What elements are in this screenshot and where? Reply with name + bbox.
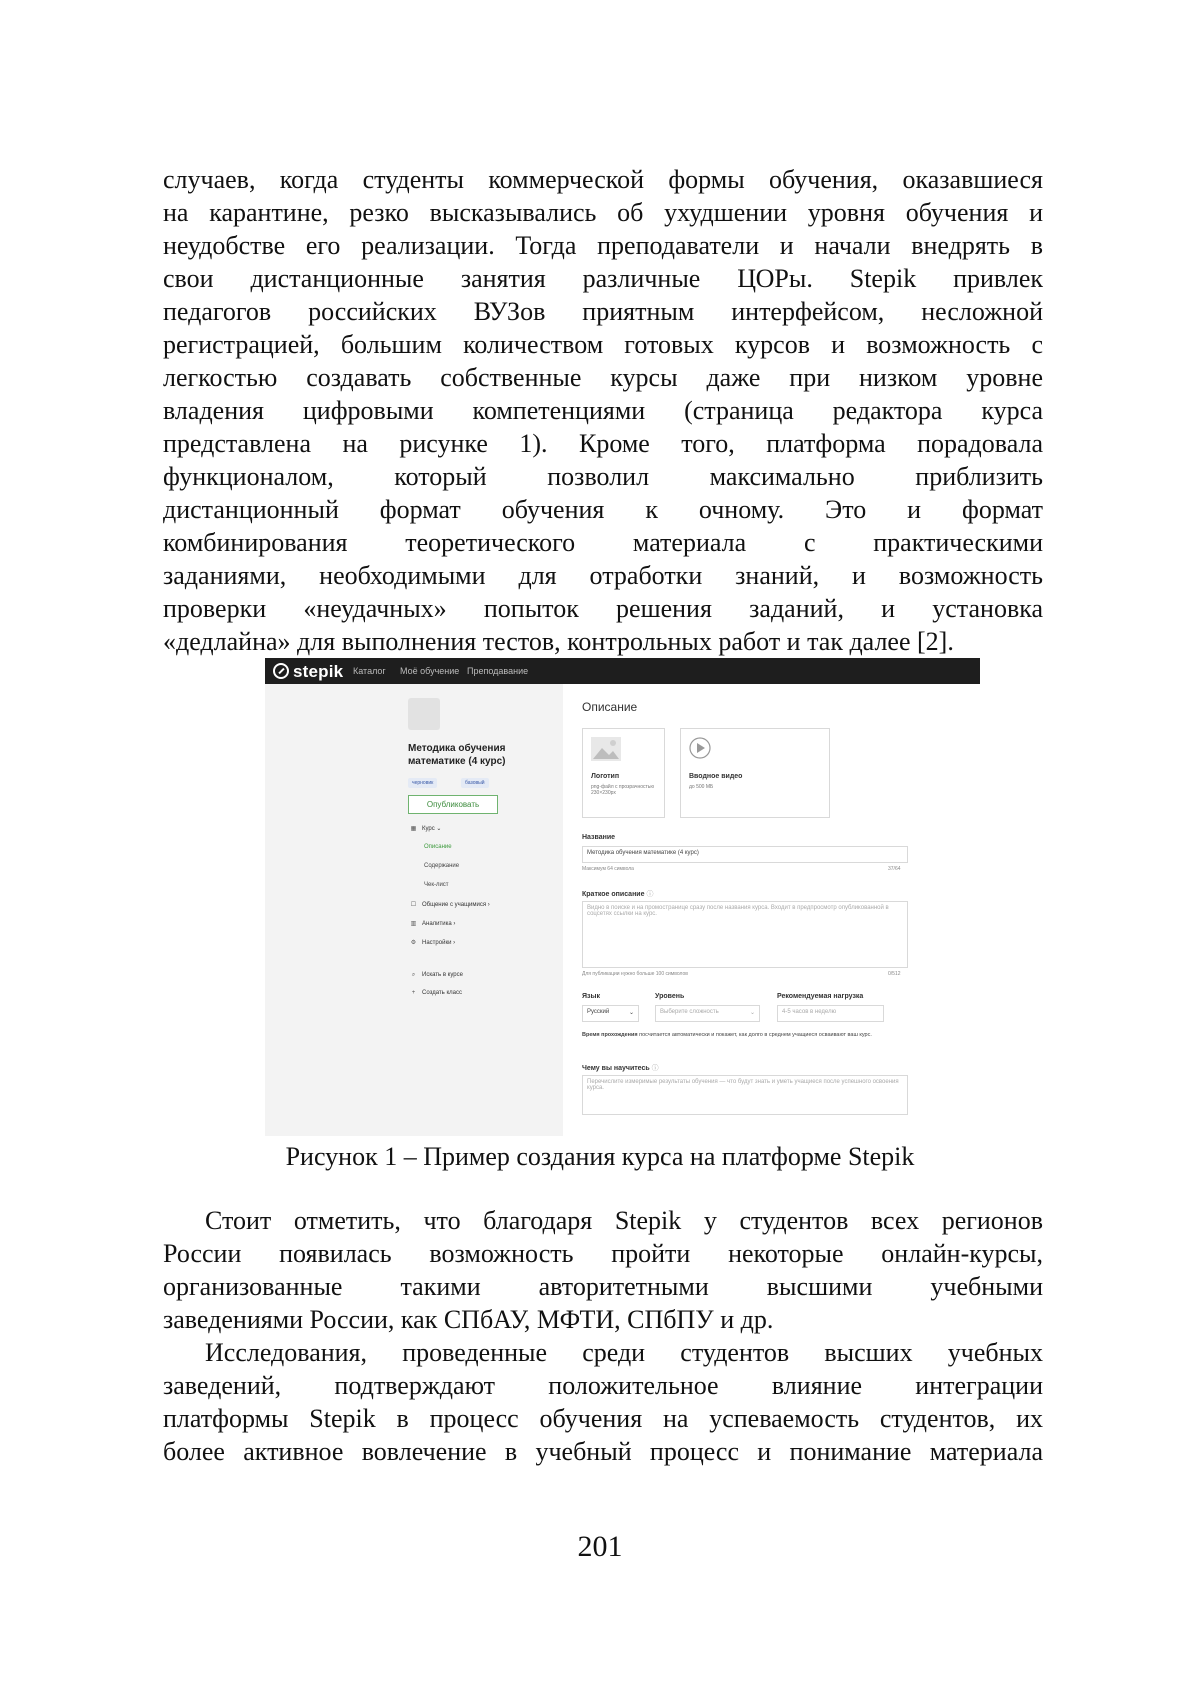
text-line: заведений, подтверждают положительное влияние интеграции xyxy=(163,1369,1043,1402)
menu-settings[interactable]: ⚙ Настройки › xyxy=(410,939,455,946)
level-label: Уровень xyxy=(655,993,684,1000)
text-line: дистанционный формат обучения к очному. Это и формат xyxy=(163,493,1043,526)
menu-checklist[interactable]: Чек-лист xyxy=(424,882,449,888)
grid-icon: ▦ xyxy=(410,825,417,832)
text-line: «дедлайна» для выполнения тестов, контрольных работ и так далее [2]. xyxy=(163,625,1043,658)
text-line: платформы Stepik в процесс обучения на успеваемость студентов, их xyxy=(163,1402,1043,1435)
text-line: организованные такими авторитетными высшими учебными xyxy=(163,1270,1043,1303)
text-line: педагогов российских ВУЗов приятным интерфейсом, несложной xyxy=(163,295,1043,328)
short-desc-textarea[interactable]: Видно в поиске и на промостранице сразу после названия курса. Входит в предпросмотр опубликованной в соцсетях ссылки на курс. xyxy=(582,901,908,968)
logo-hint: png-файл с прозрачностью 230×230px xyxy=(591,784,661,796)
learn-label: Чему вы научитесь ⓘ xyxy=(582,1063,659,1073)
short-desc-label: Краткое описание ⓘ xyxy=(582,889,653,899)
learn-textarea[interactable]: Перечислите измеримые результаты обучения — что будут знать и уметь учащиеся после успешного освоения курса. xyxy=(582,1075,908,1115)
language-label: Язык xyxy=(582,993,600,1000)
text-line: на карантине, резко высказывались об ухудшении уровня обучения и xyxy=(163,196,1043,229)
level-select[interactable]: Выберите сложность ⌄ xyxy=(655,1005,760,1022)
play-icon xyxy=(689,737,711,759)
image-icon xyxy=(591,737,621,761)
text-line: проверки «неудачных» попыток решения заданий, и установка xyxy=(163,592,1043,625)
text-line: владения цифровыми компетенциями (страница редактора курса xyxy=(163,394,1043,427)
nav-my-learning[interactable]: Моё обучение xyxy=(400,666,459,676)
short-desc-hint: Для публикации нужно больше 100 символов xyxy=(582,971,688,977)
paragraph-3 xyxy=(163,1336,1043,1468)
text-line: более активное вовлечение в учебный процесс и понимание материала xyxy=(163,1435,1043,1468)
stepik-topbar xyxy=(265,658,980,684)
text-line: заведениями России, как СПбАУ, МФТИ, СПбПУ и др. xyxy=(163,1303,1043,1336)
info-icon: ⓘ xyxy=(652,1065,659,1072)
logo-title: Логотип xyxy=(591,773,619,780)
publish-button[interactable]: Опубликовать xyxy=(408,795,498,814)
logo-upload[interactable] xyxy=(582,728,665,818)
course-cover-icon xyxy=(408,698,440,730)
text-line: Стоит отметить, что благодаря Stepik у студентов всех регионов xyxy=(163,1204,1043,1237)
menu-content[interactable]: Содержание xyxy=(424,863,459,869)
search-icon: ⌕ xyxy=(410,972,417,979)
video-title: Вводное видео xyxy=(689,773,742,780)
text-line: легкостью создавать собственные курсы даже при низком уровне xyxy=(163,361,1043,394)
chevron-down-icon: ⌄ xyxy=(750,1009,755,1016)
chevron-down-icon: ⌄ xyxy=(629,1009,634,1016)
menu-analytics[interactable]: ▥ Аналитика › xyxy=(410,920,455,927)
text-line: регистрацией, большим количеством готовых курсов и возможность с xyxy=(163,328,1043,361)
menu-students[interactable]: ☐ Общение с учащимися › xyxy=(410,901,490,908)
text-line: Исследования, проведенные среди студентов высших учебных xyxy=(163,1336,1043,1369)
paragraph-2 xyxy=(163,1204,1043,1336)
menu-course[interactable]: ▦ Курс ⌄ xyxy=(410,825,441,832)
info-icon: ⓘ xyxy=(646,891,653,898)
figure-stepik-editor xyxy=(265,658,980,1136)
text-line: заданиями, необходимыми для отработки знаний, и возможность xyxy=(163,559,1043,592)
page-number: 201 xyxy=(0,1530,1200,1564)
level-tag: базовый xyxy=(461,778,489,788)
language-select[interactable]: Русский ⌄ xyxy=(582,1005,639,1022)
text-line: случаев, когда студенты коммерческой формы обучения, оказавшиеся xyxy=(163,163,1043,196)
paragraph-1 xyxy=(163,163,1043,658)
menu-description[interactable]: Описание xyxy=(424,844,452,850)
stepik-logo[interactable]: stepik xyxy=(273,662,343,682)
course-title: Методика обучения математике (4 курс) xyxy=(408,742,558,768)
load-input[interactable]: 4-5 часов в неделю xyxy=(777,1005,884,1022)
editor-sidebar xyxy=(265,684,563,1136)
video-hint: до 500 МБ xyxy=(689,784,759,790)
section-title: Описание xyxy=(582,700,637,714)
text-line: неудобстве его реализации. Тогда преподаватели и начали внедрять в xyxy=(163,229,1043,262)
nav-teaching[interactable]: Преподавание xyxy=(467,666,528,676)
text-line: комбинирования теоретического материала с практическими xyxy=(163,526,1043,559)
text-line: свои дистанционные занятия различные ЦОРы. Stepik привлек xyxy=(163,262,1043,295)
status-tag: черновик xyxy=(408,778,437,788)
text-line: функционалом, который позволил максимально приблизить xyxy=(163,460,1043,493)
figure-caption: Рисунок 1 – Пример создания курса на платформе Stepik xyxy=(0,1140,1200,1173)
menu-search[interactable]: ⌕ Искать в курсе xyxy=(410,972,463,979)
load-label: Рекомендуемая нагрузка xyxy=(777,993,863,1000)
gear-icon: ⚙ xyxy=(410,939,417,946)
plus-icon: + xyxy=(410,990,417,996)
chat-icon: ☐ xyxy=(410,901,417,908)
time-note: Время прохождения посчитается автоматически и покажет, как долго в среднем учащиеся осваивают ваш курс. xyxy=(582,1031,922,1039)
name-input[interactable]: Методика обучения математике (4 курс) xyxy=(582,846,908,863)
name-counter: 37/64 xyxy=(888,866,901,872)
stepik-logo-icon xyxy=(273,663,289,679)
video-upload[interactable] xyxy=(680,728,830,818)
text-line: представлена на рисунке 1). Кроме того, платформа порадовала xyxy=(163,427,1043,460)
chart-icon: ▥ xyxy=(410,920,417,927)
text-line: России появилась возможность пройти некоторые онлайн-курсы, xyxy=(163,1237,1043,1270)
name-hint: Максимум 64 символа xyxy=(582,866,634,872)
menu-create-class[interactable]: + Создать класс xyxy=(410,990,462,996)
short-desc-counter: 0/512 xyxy=(888,971,901,977)
name-label: Название xyxy=(582,834,615,841)
nav-catalog[interactable]: Каталог xyxy=(353,666,386,676)
